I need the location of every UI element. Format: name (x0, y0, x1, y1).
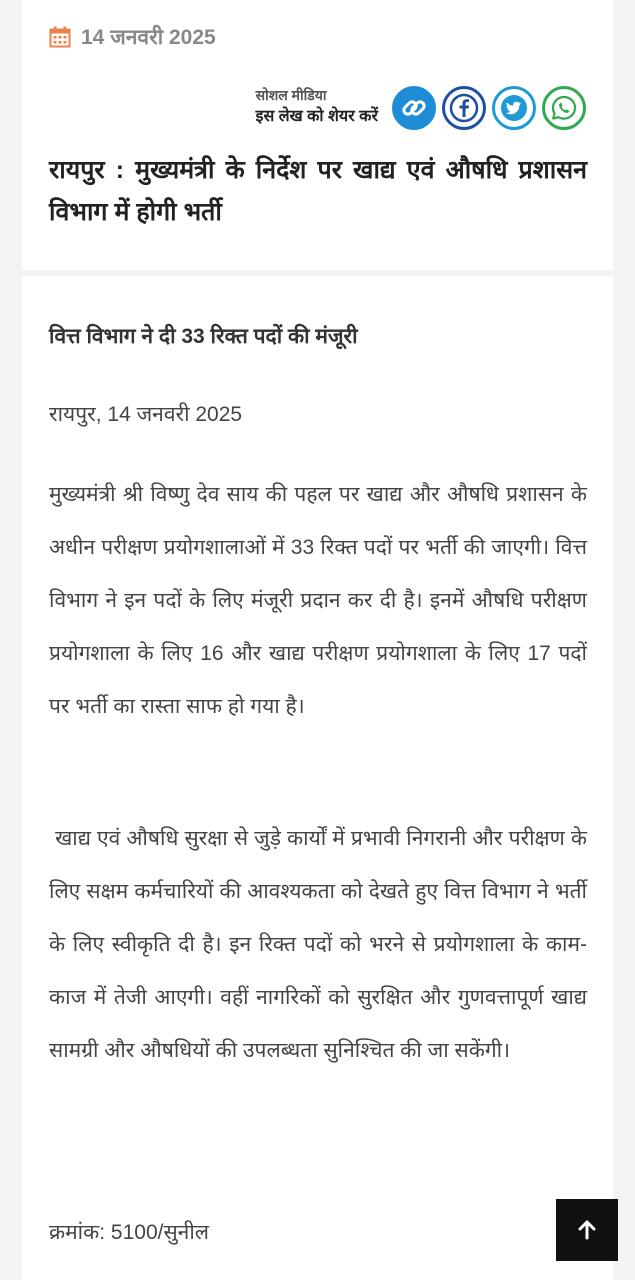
share-icons (392, 86, 586, 130)
article-paragraph: खाद्य एवं औषधि सुरक्षा से जुड़े कार्यों में प्रभावी निगरानी और परीक्षण के लिए सक्षम कर्मचारियों की आवश्यकता को देखते हुए वित्त विभाग ने भर्ती के लिए स्वीकृति दी है। इन रिक्त पदों को भरने से प्रयोगशाला के काम-काज में तेजी आएगी। वहीं नागरिकों को सुरक्षित और गुणवत्तापूर्ण खाद्य सामग्री और औषधियों की उपलब्धता सुनिश्चित की जा सकेंगी। (49, 827, 593, 1062)
facebook-icon (449, 93, 479, 123)
publish-date: 14 जनवरी 2025 (81, 26, 216, 49)
calendar-icon (49, 26, 71, 48)
share-facebook-button[interactable] (442, 86, 486, 130)
article-dateline: रायपुर, 14 जनवरी 2025 (49, 403, 243, 426)
article-subheading: वित्त विभाग ने दी 33 रिक्त पदों की मंजूरी (49, 325, 358, 348)
share-bar (256, 86, 586, 130)
article-header-card (22, 0, 613, 270)
share-label (256, 84, 378, 128)
back-to-top-button[interactable] (556, 1199, 618, 1261)
twitter-icon (499, 93, 529, 123)
share-twitter-button[interactable] (492, 86, 536, 130)
article-headline: रायपुर : मुख्यमंत्री के निर्देश पर खाद्य एवं औषधि प्रशासन विभाग में होगी भर्ती (49, 156, 587, 226)
share-link-button[interactable] (392, 86, 436, 130)
share-label-small: सोशल मीडिया (255, 87, 327, 103)
share-label-main: इस लेख को शेयर करें (255, 108, 378, 125)
arrow-up-icon (578, 1220, 596, 1240)
article-paragraph: मुख्यमंत्री श्री विष्णु देव साय की पहल पर खाद्य और औषधि प्रशासन के अधीन परीक्षण प्रयोगशालाओं में 33 रिक्त पदों पर भर्ती की जाएगी। वित्त विभाग ने इन पदों के लिए मंजूरी प्रदान कर दी है। इनमें औषधि परीक्षण प्रयोगशाला के लिए 16 और खाद्य परीक्षण प्रयोगशाला के लिए 17 पदों पर भर्ती का रास्ता साफ हो गया है। (49, 483, 593, 718)
whatsapp-icon (549, 93, 579, 123)
article-reference-number: क्रमांक: 5100/सुनील (49, 1221, 210, 1244)
share-whatsapp-button[interactable] (542, 86, 586, 130)
link-icon (400, 94, 428, 122)
article-body-card (22, 276, 613, 1280)
publish-date-row (49, 22, 216, 52)
